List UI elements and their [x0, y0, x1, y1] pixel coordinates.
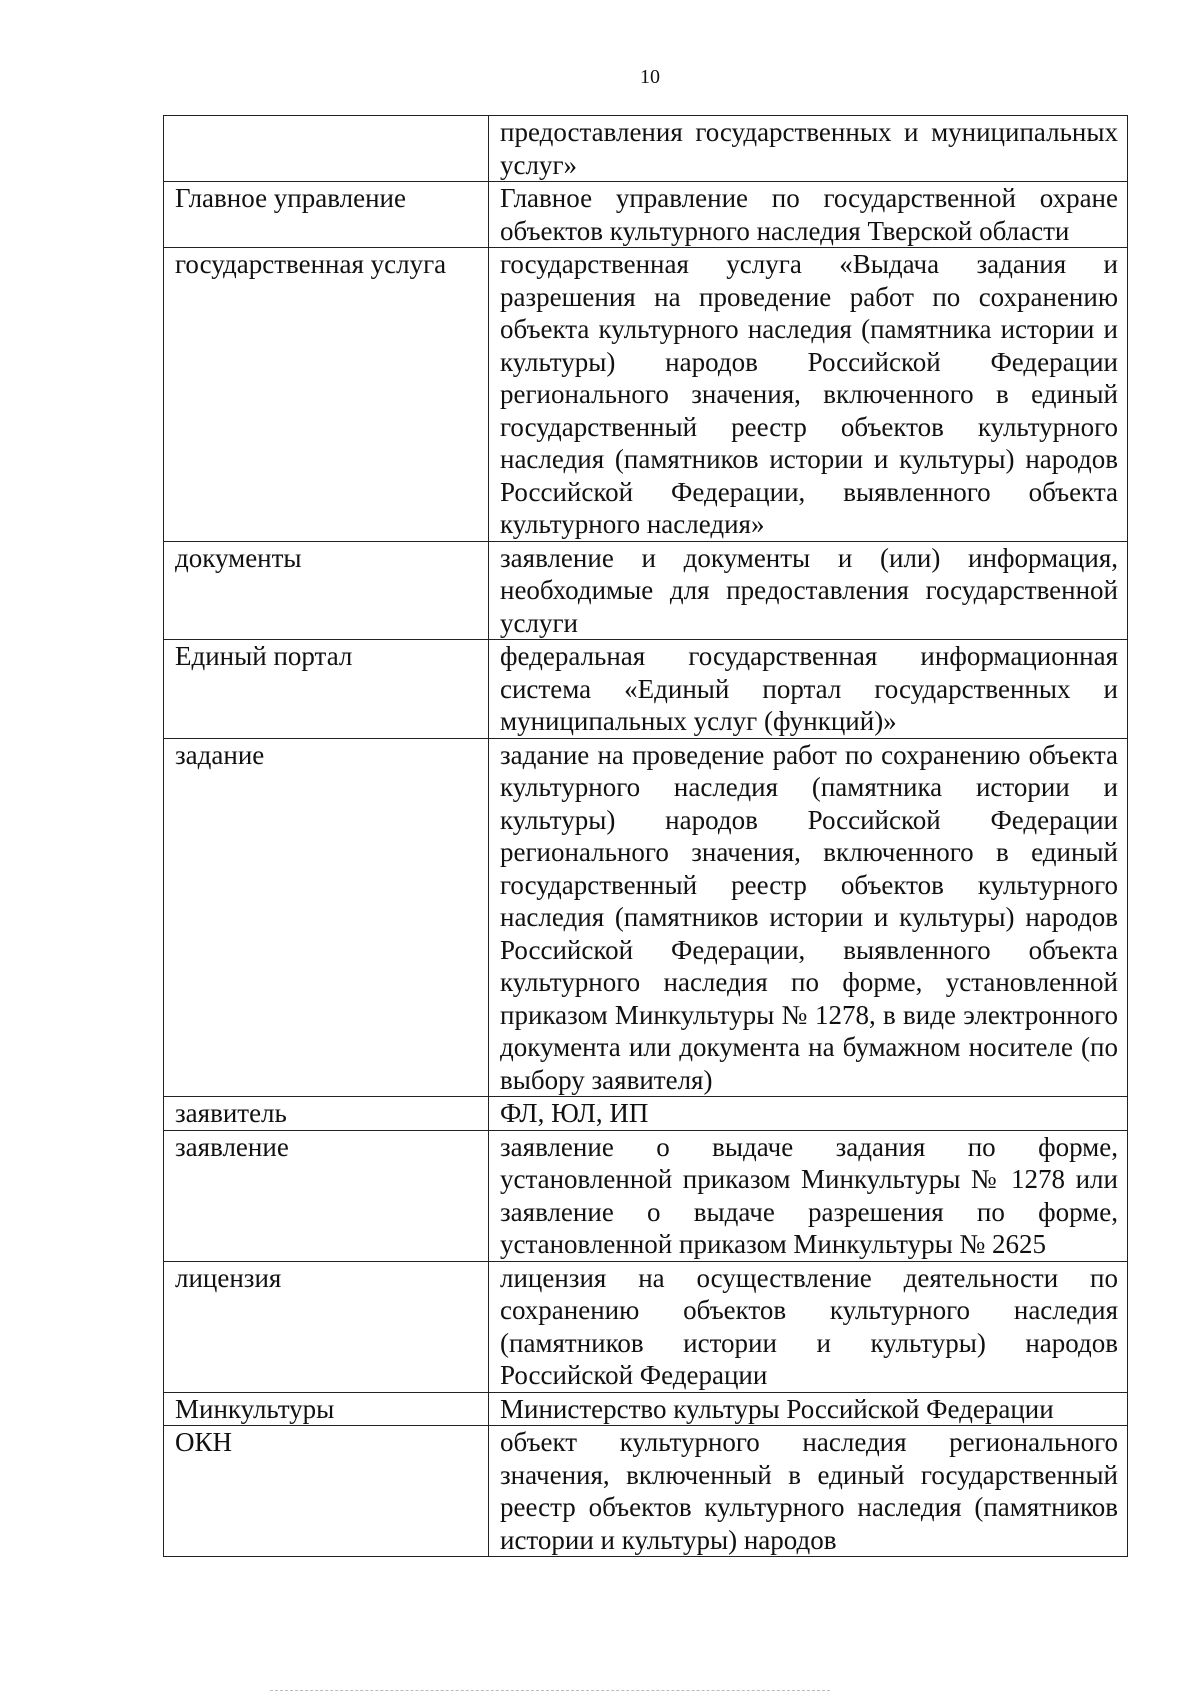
definition-cell: государственная услуга «Выдача задания и разрешения на проведение работ по сохранению объекта культурного наследия (памятника истории и культуры) народов Российской Федерации регионального значения, включенного в единый государственный реестр объектов культурного наследия (памятников истории и культуры) народов Российской Федерации, выявленного объекта культурного наследия»	[489, 248, 1128, 542]
definition-cell: Министерство культуры Российской Федерации	[489, 1392, 1128, 1426]
table-row	[164, 1097, 1128, 1131]
table-row	[164, 1392, 1128, 1426]
table-row	[164, 1261, 1128, 1392]
glossary-table	[163, 115, 1128, 1557]
page-number: 10	[640, 66, 660, 88]
definition-cell: объект культурного наследия регионального значения, включенный в единый государственный реестр объектов культурного наследия (памятников истории и культуры) народов	[489, 1426, 1128, 1557]
bottom-divider	[270, 1690, 830, 1691]
term-cell: заявитель	[164, 1097, 489, 1131]
table-row	[164, 1426, 1128, 1557]
term-cell	[164, 116, 489, 182]
glossary-body	[164, 116, 1128, 1557]
definition-cell: ФЛ, ЮЛ, ИП	[489, 1097, 1128, 1131]
definition-cell: задание на проведение работ по сохранению объекта культурного наследия (памятника истории и культуры) народов Российской Федерации регионального значения, включенного в единый государственный реестр объектов культурного наследия (памятников истории и культуры) народов Российской Федерации, выявленного объекта культурного наследия по форме, установленной приказом Минкультуры № 1278, в виде электронного документа или документа на бумажном носителе (по выбору заявителя)	[489, 738, 1128, 1097]
table-row	[164, 541, 1128, 640]
term-cell: ОКН	[164, 1426, 489, 1557]
definition-cell: заявление и документы и (или) информация, необходимые для предоставления государственной услуги	[489, 541, 1128, 640]
definition-cell: федеральная государственная информационная система «Единый портал государственных и муниципальных услуг (функций)»	[489, 640, 1128, 739]
term-cell: Единый портал	[164, 640, 489, 739]
definition-cell: лицензия на осуществление деятельности по сохранению объектов культурного наследия (памятников истории и культуры) народов Российской Федерации	[489, 1261, 1128, 1392]
term-cell: Минкультуры	[164, 1392, 489, 1426]
term-cell: документы	[164, 541, 489, 640]
definition-cell: заявление о выдаче задания по форме, установленной приказом Минкультуры № 1278 или заявление о выдаче разрешения по форме, установленной приказом Минкультуры № 2625	[489, 1130, 1128, 1261]
table-row	[164, 1130, 1128, 1261]
term-cell: задание	[164, 738, 489, 1097]
table-row	[164, 116, 1128, 182]
term-cell: заявление	[164, 1130, 489, 1261]
definition-cell: Главное управление по государственной охране объектов культурного наследия Тверской области	[489, 182, 1128, 248]
term-cell: Главное управление	[164, 182, 489, 248]
term-cell: лицензия	[164, 1261, 489, 1392]
table-row	[164, 640, 1128, 739]
table-row	[164, 738, 1128, 1097]
table-row	[164, 182, 1128, 248]
term-cell: государственная услуга	[164, 248, 489, 542]
definition-cell: предоставления государственных и муниципальных услуг»	[489, 116, 1128, 182]
table-row	[164, 248, 1128, 542]
